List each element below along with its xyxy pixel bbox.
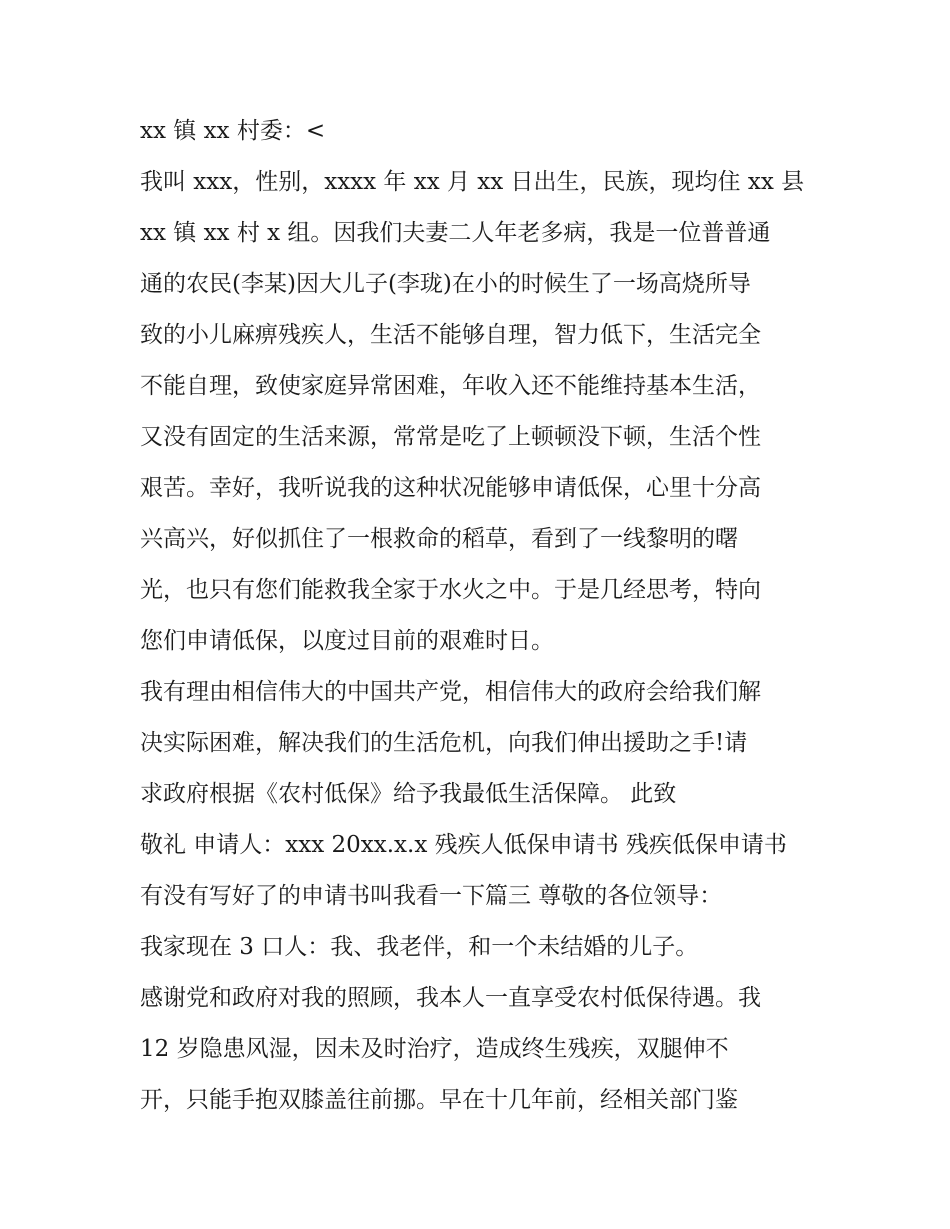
text-line: 通的农民(李某)因大儿子(李珑)在小的时候生了一场高烧所导 <box>140 271 751 297</box>
text-line: xx 镇 xx 村 x 组。因我们夫妻二人年老多病，我是一位普普通 <box>140 220 771 246</box>
text-line: 12 岁隐患风湿，因未及时治疗，造成终生残疾，双腿伸不 <box>140 1036 729 1062</box>
text-line: 决实际困难，解决我们的生活危机，向我们伸出援助之手!请 <box>140 730 748 756</box>
text-line: 我家现在 3 口人：我、我老伴，和一个未结婚的儿子。 <box>140 934 699 960</box>
text-line: 不能自理，致使家庭异常困难，年收入还不能维持基本生活， <box>140 373 761 399</box>
text-line: 兴高兴，好似抓住了一根救命的稻草，看到了一线黎明的曙 <box>140 526 738 552</box>
text-line: 敬礼 申请人：xxx 20xx.x.x 残疾人低保申请书 残疾低保申请书 <box>140 832 787 858</box>
text-line: xx 镇 xx 村委：< <box>140 118 326 144</box>
text-line: 光，也只有您们能救我全家于水火之中。于是几经思考，特向 <box>140 577 761 603</box>
text-line: 开，只能手抱双膝盖往前挪。早在十几年前，经相关部门鉴 <box>140 1087 738 1113</box>
text-line: 又没有固定的生活来源，常常是吃了上顿顿没下顿，生活个性 <box>140 424 761 450</box>
text-line: 有没有写好了的申请书叫我看一下篇三 尊敬的各位领导： <box>140 883 723 909</box>
text-line: 您们申请低保，以度过目前的艰难时日。 <box>140 628 554 654</box>
letter-body <box>140 111 820 1131</box>
text-line: 我叫 xxx，性别，xxxx 年 xx 月 xx 日出生，民族，现均住 xx 县 <box>140 169 805 195</box>
text-line: 感谢党和政府对我的照顾，我本人一直享受农村低保待遇。我 <box>140 985 761 1011</box>
text-line: 艰苦。幸好，我听说我的这种状况能够申请低保，心里十分高 <box>140 475 761 501</box>
text-line: 致的小儿麻痹残疾人，生活不能够自理，智力低下，生活完全 <box>140 322 761 348</box>
text-line: 我有理由相信伟大的中国共产党，相信伟大的政府会给我们解 <box>140 679 761 705</box>
text-line: 求政府根据《农村低保》给予我最低生活保障。 此致 <box>140 781 677 807</box>
